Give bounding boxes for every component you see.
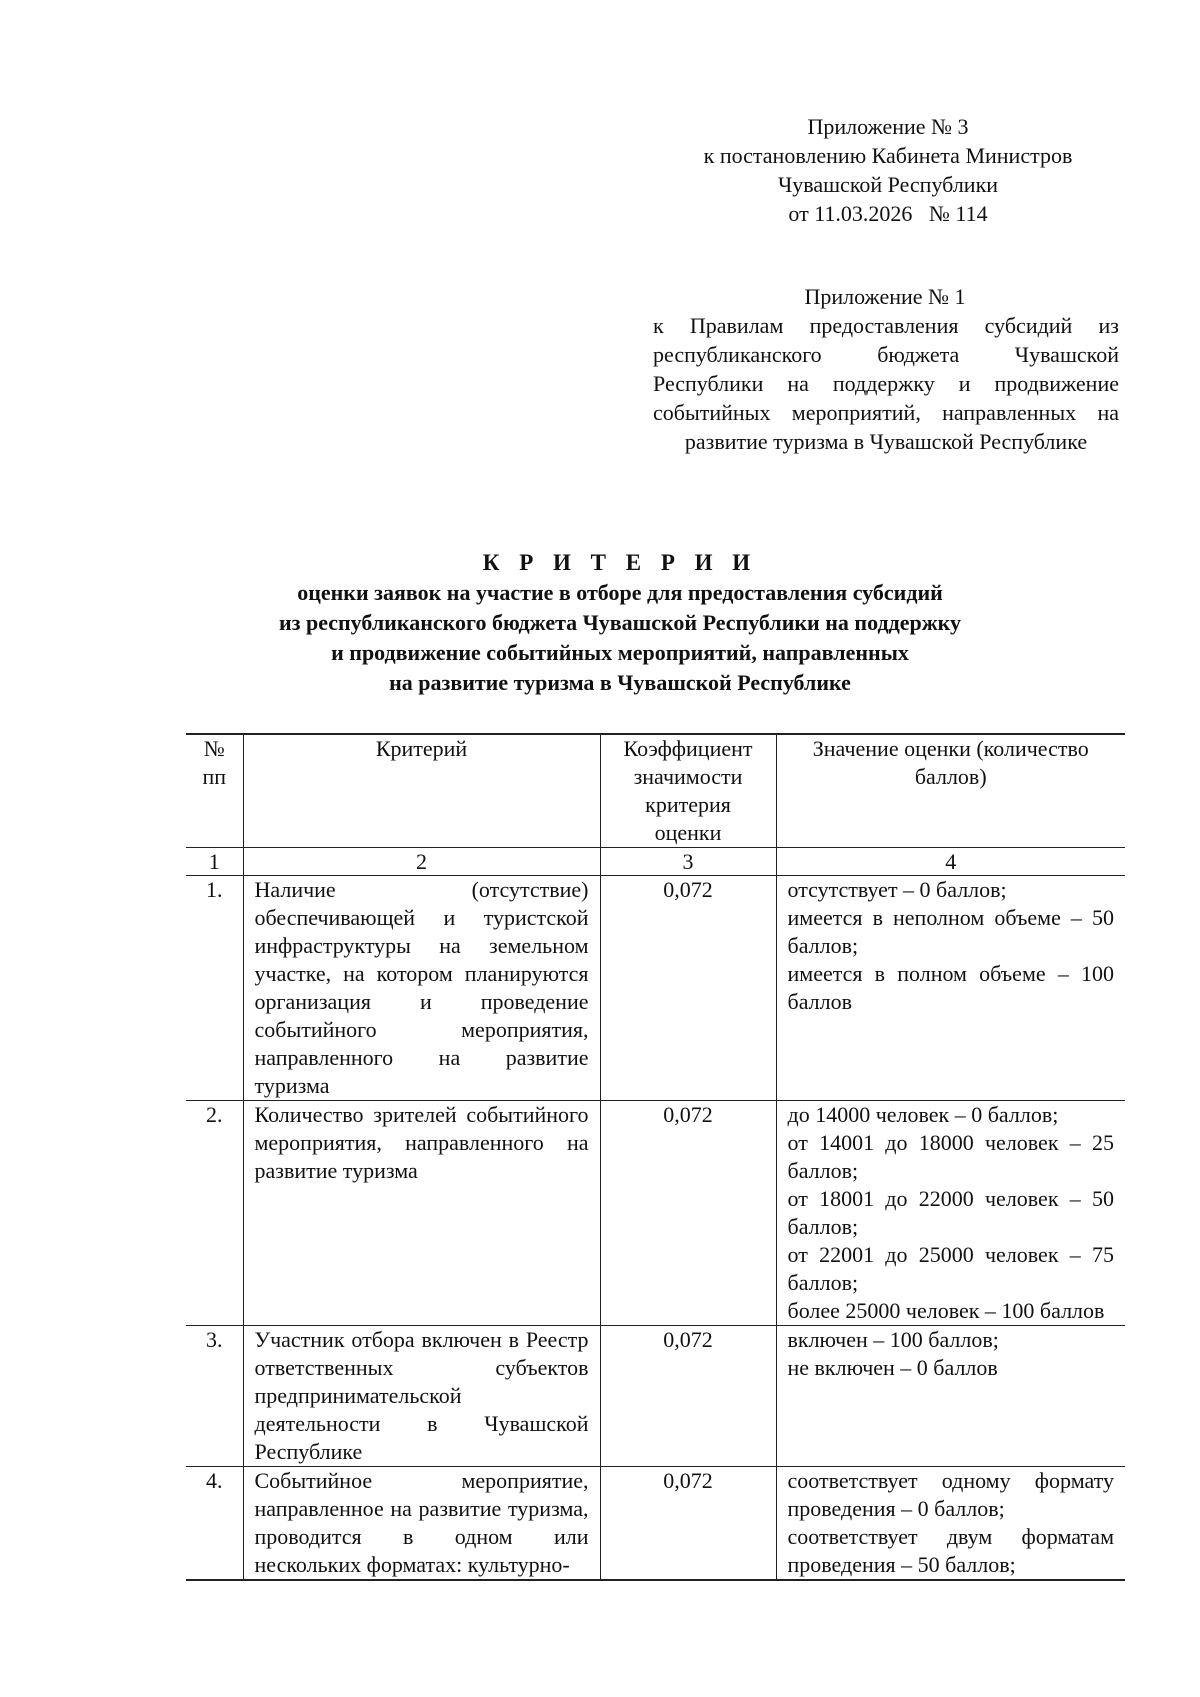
row-number: 4. [186,1467,243,1581]
heading-title: К Р И Т Е Р И И [482,550,758,575]
row-coefficient: 0,072 [600,1467,776,1581]
appendix-3-header [648,112,1128,228]
value-line: соответствует одному формату проведения – 0 баллов; [787,1468,1114,1521]
column-number: 3 [600,848,776,876]
table-header-row [186,734,1125,848]
appendix-3-line: к постановлению Кабинета Министров [703,143,1073,168]
column-number: 2 [243,848,600,876]
appendix-3-date-number: от 11.03.2026 № 114 [788,201,988,226]
row-number: 3. [186,1326,243,1467]
value-line: от 22001 до 25000 человек – 75 баллов; [787,1242,1114,1295]
heading-line: из республиканского бюджета Чувашской Республики на поддержку [278,610,962,635]
value-line: отсутствует – 0 баллов; [787,877,1007,902]
row-criterion: Наличие (отсутствие) обеспечивающей и туристской инфраструктуры на земельном участке, на котором планируются организация и проведение событийного мероприятия, направленного на развитие туризма [243,876,600,1101]
value-line: имеется в неполном объеме – 50 баллов; [787,905,1114,958]
value-line: включен – 100 баллов; [787,1327,999,1352]
heading-line: оценки заявок на участие в отборе для предоставления субсидий [297,580,943,605]
row-criterion: Количество зрителей событийного мероприятия, направленного на развитие туризма [243,1101,600,1326]
header-criterion: Критерий [243,734,600,848]
value-line: более 25000 человек – 100 баллов [787,1298,1105,1323]
document-heading [130,548,1110,698]
table-row [186,1326,1125,1467]
appendix-3-line: Чувашской Республики [777,172,999,197]
appendix-1-title: Приложение № 1 [804,284,966,309]
heading-line: и продвижение событийных мероприятий, направленных [331,640,909,665]
column-number: 4 [776,848,1125,876]
row-criterion: Событийное мероприятие, направленное на развитие туризма, проводится в одном или нескольких форматах: культурно- [243,1467,600,1581]
table-row [186,1101,1125,1326]
row-values [776,876,1125,1101]
row-criterion: Участник отбора включен в Реестр ответственных субъектов предпринимательской деятельности в Чувашской Республике [243,1326,600,1467]
row-values [776,1326,1125,1467]
value-line: имеется в полном объеме – 100 баллов [787,961,1114,1014]
value-line: не включен – 0 баллов [787,1355,998,1380]
header-coefficient: Коэффициент значимости критерия оценки [600,734,776,848]
criteria-table [186,733,1125,1581]
header-value: Значение оценки (количество баллов) [776,734,1125,848]
row-values [776,1467,1125,1581]
row-number: 2. [186,1101,243,1326]
value-line: соответствует двум форматам проведения – 50 баллов; [787,1524,1114,1577]
row-coefficient: 0,072 [600,1101,776,1326]
table-row [186,876,1125,1101]
row-values [776,1101,1125,1326]
table-row [186,1467,1125,1581]
row-coefficient: 0,072 [600,1326,776,1467]
column-number: 1 [186,848,243,876]
value-line: от 14001 до 18000 человек – 25 баллов; [787,1130,1114,1183]
value-line: от 18001 до 22000 человек – 50 баллов; [787,1186,1114,1239]
value-line: до 14000 человек – 0 баллов; [787,1102,1059,1127]
column-number-row [186,848,1125,876]
row-coefficient: 0,072 [600,876,776,1101]
row-number: 1. [186,876,243,1101]
appendix-3-line: Приложение № 3 [807,114,969,139]
header-number: № пп [186,734,243,848]
appendix-1-text: к Правилам предоставления субсидий из республиканского бюджета Чувашской Республики на поддержку и продвижение событийных мероприятий, направленных на развитие туризма в Чувашской Республике [653,313,1119,454]
heading-line: на развитие туризма в Чувашской Республике [389,670,851,695]
